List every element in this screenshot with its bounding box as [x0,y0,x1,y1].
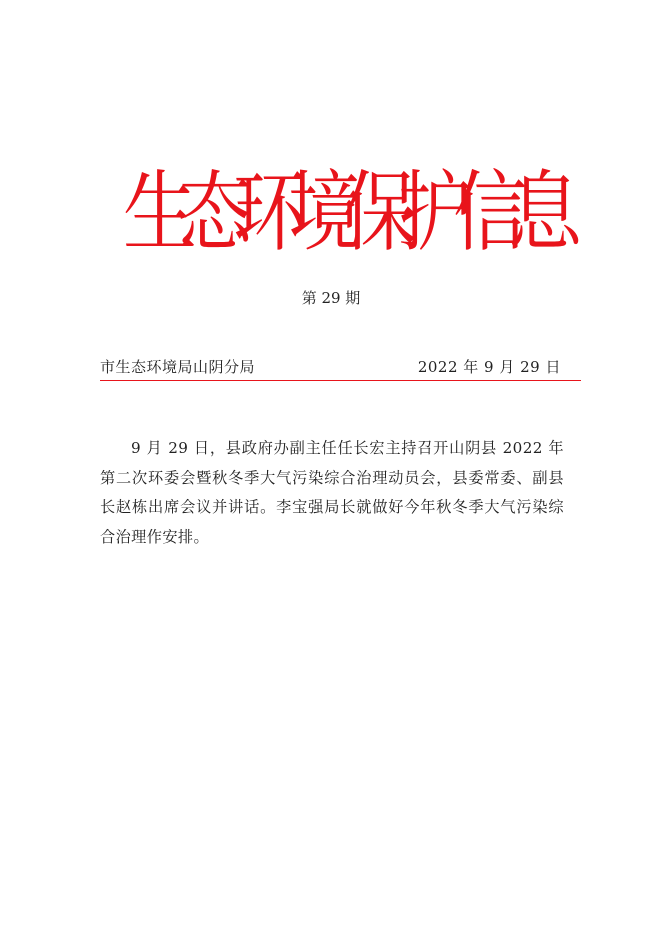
info-row [100,357,561,377]
masthead-title: 生态环境保护信息 [122,168,563,258]
masthead [100,168,585,258]
issue-date: 2022 年 9 月 29 日 [417,358,561,376]
body-paragraph: 9 月 29 日，县政府办副主任任长宏主持召开山阴县 2022 年第二次环委会暨秋冬季大气污染综合治理动员会，县委常委、副县长赵栋出席会议并讲话。李宝强局长就做好今年秋冬季大气污染综合治理作安排。 [100,439,564,546]
issue-number: 第 29 期 [301,289,361,307]
issuer-name: 市生态环境局山阴分局 [100,358,256,376]
red-divider-line [100,380,581,381]
